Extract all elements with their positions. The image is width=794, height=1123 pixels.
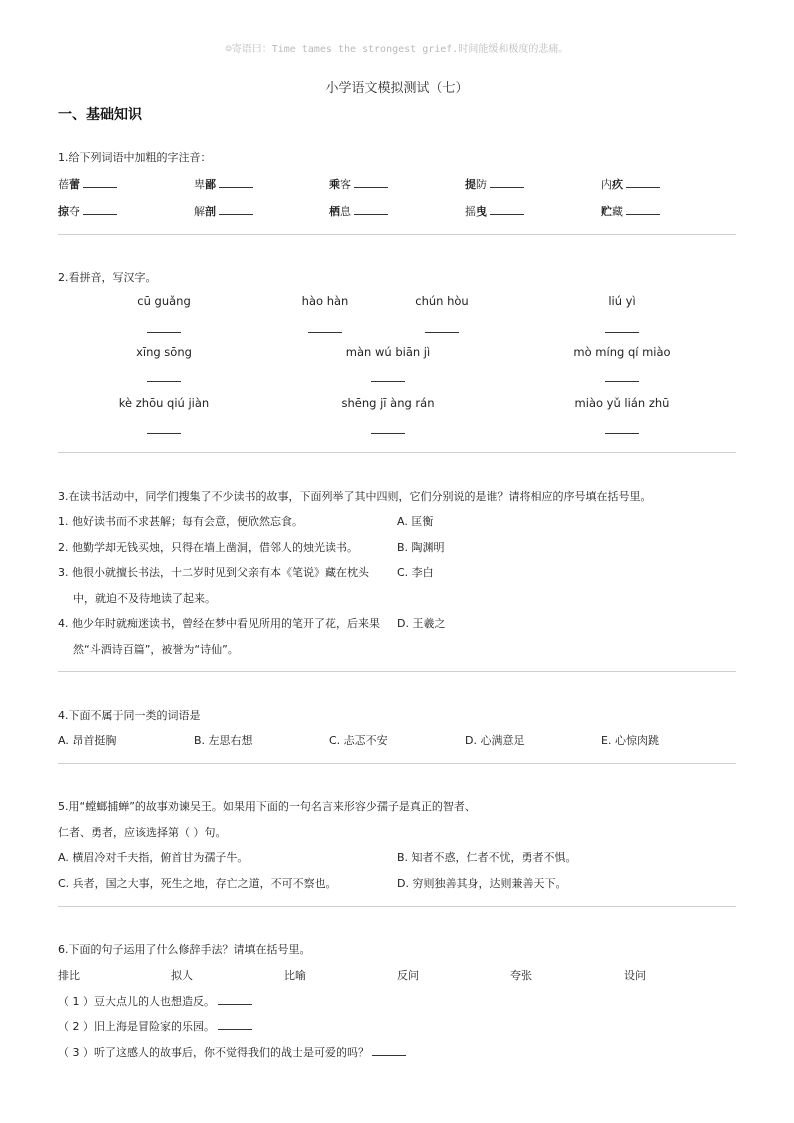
pinyin-label: miào yǔ lián zhū — [574, 396, 670, 410]
q3-prompt: 3.在读书活动中，同学们搜集了不少读书的故事，下面列举了其中四则，它们分别说的是谁？请将相应的序号填在括号里。 — [58, 490, 652, 503]
answer-blank[interactable] — [219, 179, 253, 188]
q1-item: 栖息 — [329, 203, 388, 219]
answer-blank[interactable] — [147, 433, 181, 434]
q3-item: 2. 他勤学却无钱买烛，只得在墙上凿洞，借邻人的烛光读书。 — [58, 541, 358, 554]
answer-blank[interactable] — [490, 206, 524, 215]
q1-item: 摇曳 — [465, 203, 524, 219]
answer-blank[interactable] — [147, 381, 181, 382]
q5-option[interactable]: A. 横眉冷对千夫指，俯首甘为孺子牛。 — [58, 851, 249, 864]
q1-item: 蓓蕾 — [58, 176, 117, 192]
answer-blank[interactable] — [490, 179, 524, 188]
q1-item: 乘客 — [329, 176, 388, 192]
q6-item: （ 1 ）豆大点儿的人也想造反。 — [58, 993, 252, 1009]
answer-blank[interactable] — [626, 179, 660, 188]
q3-option: C. 李白 — [397, 566, 434, 579]
pinyin-label: màn wú biān jì — [345, 345, 431, 359]
pinyin-label: shēng jī àng rán — [341, 396, 435, 410]
pinyin-label: mò míng qí miào — [573, 345, 671, 359]
q6-item: （ 2 ）旧上海是冒险家的乐园。 — [58, 1018, 252, 1034]
answer-blank[interactable] — [626, 206, 660, 215]
q3-item: 1. 他好读书而不求甚解；每有会意，便欣然忘食。 — [58, 515, 303, 528]
answer-blank[interactable] — [308, 332, 342, 333]
pinyin-label: chún hòu — [415, 294, 469, 308]
q3-item: 4. 他少年时就痴迷读书，曾经在梦中看见所用的笔开了花，后来果 — [58, 617, 380, 630]
answer-blank[interactable] — [83, 206, 117, 215]
q5-option[interactable]: B. 知者不惑，仁者不忧，勇者不惧。 — [397, 851, 577, 864]
q1-item: 解剖 — [194, 203, 253, 219]
answer-blank[interactable] — [83, 179, 117, 188]
q4-option[interactable]: C. 忐忑不安 — [329, 734, 388, 747]
page-title: 小学语文模拟测试（七） — [325, 81, 469, 96]
pinyin-label: cū guǎng — [137, 294, 191, 308]
q1-item: 掠夺 — [58, 203, 117, 219]
divider — [58, 671, 736, 672]
answer-blank[interactable] — [371, 433, 405, 434]
q6-choice: 排比 — [58, 969, 80, 982]
q1-prompt: 1.给下列词语中加粗的字注音： — [58, 151, 212, 164]
answer-blank[interactable] — [218, 996, 252, 1005]
divider — [58, 763, 736, 764]
answer-blank[interactable] — [354, 179, 388, 188]
q6-choice: 设问 — [624, 969, 646, 982]
q3-option: D. 王羲之 — [397, 617, 446, 630]
answer-blank[interactable] — [371, 381, 405, 382]
q4-option[interactable]: B. 左思右想 — [194, 734, 253, 747]
divider — [58, 234, 736, 235]
answer-blank[interactable] — [372, 1047, 406, 1056]
divider — [58, 452, 736, 453]
q1-item: 提防 — [465, 176, 524, 192]
q6-choice: 夸张 — [510, 969, 532, 982]
q1-item: 贮藏 — [601, 203, 660, 219]
q3-option: A. 匡衡 — [397, 515, 434, 528]
section-heading: 一、基础知识 — [58, 107, 142, 123]
q5-option[interactable]: C. 兵者，国之大事，死生之地，存亡之道，不可不察也。 — [58, 877, 337, 890]
q6-choice: 比喻 — [284, 969, 306, 982]
answer-blank[interactable] — [147, 332, 181, 333]
q1-item: 内疚 — [601, 176, 660, 192]
answer-blank[interactable] — [425, 332, 459, 333]
q5-prompt: 5.用“螳螂捕蝉”的故事劝谏吴王。如果用下面的一句名言来形容少孺子是真正的智者、 — [58, 800, 476, 813]
q6-item: （ 3 ）听了这感人的故事后，你不觉得我们的战士是可爱的吗？ — [58, 1044, 406, 1060]
pinyin-label: xīng sōng — [136, 345, 192, 359]
q1-item: 卑鄙 — [194, 176, 253, 192]
q3-item-cont: 中，就迫不及待地读了起来。 — [73, 592, 216, 605]
answer-blank[interactable] — [354, 206, 388, 215]
pinyin-label: hào hàn — [301, 294, 349, 308]
answer-blank[interactable] — [605, 433, 639, 434]
answer-blank[interactable] — [219, 206, 253, 215]
watermark-motto: ☺寄语曰：Time tames the strongest grief.时间能缓和极度的悲痛。 — [225, 44, 569, 55]
q6-prompt: 6.下面的句子运用了什么修辞手法？请填在括号里。 — [58, 943, 311, 956]
divider — [58, 906, 736, 907]
q4-option[interactable]: E. 心惊肉跳 — [601, 734, 659, 747]
q6-choice: 拟人 — [171, 969, 193, 982]
q5-prompt-cont: 仁者、勇者，应该选择第（ ）句。 — [58, 826, 227, 839]
answer-blank[interactable] — [605, 332, 639, 333]
q3-option: B. 陶渊明 — [397, 541, 445, 554]
q3-item-cont: 然“斗酒诗百篇”，被誉为“诗仙”。 — [73, 643, 239, 656]
q5-option[interactable]: D. 穷则独善其身，达则兼善天下。 — [397, 877, 567, 890]
q4-option[interactable]: A. 昂首挺胸 — [58, 734, 117, 747]
q3-item: 3. 他很小就擅长书法，十二岁时见到父亲有本《笔说》藏在枕头 — [58, 566, 369, 579]
q4-option[interactable]: D. 心满意足 — [465, 734, 525, 747]
pinyin-label: liú yì — [608, 294, 636, 308]
answer-blank[interactable] — [218, 1021, 252, 1030]
pinyin-label: kè zhōu qiú jiàn — [118, 396, 210, 410]
q6-choice: 反问 — [397, 969, 419, 982]
q2-prompt: 2.看拼音，写汉字。 — [58, 271, 157, 284]
answer-blank[interactable] — [605, 381, 639, 382]
q4-prompt: 4.下面不属于同一类的词语是 — [58, 709, 201, 722]
